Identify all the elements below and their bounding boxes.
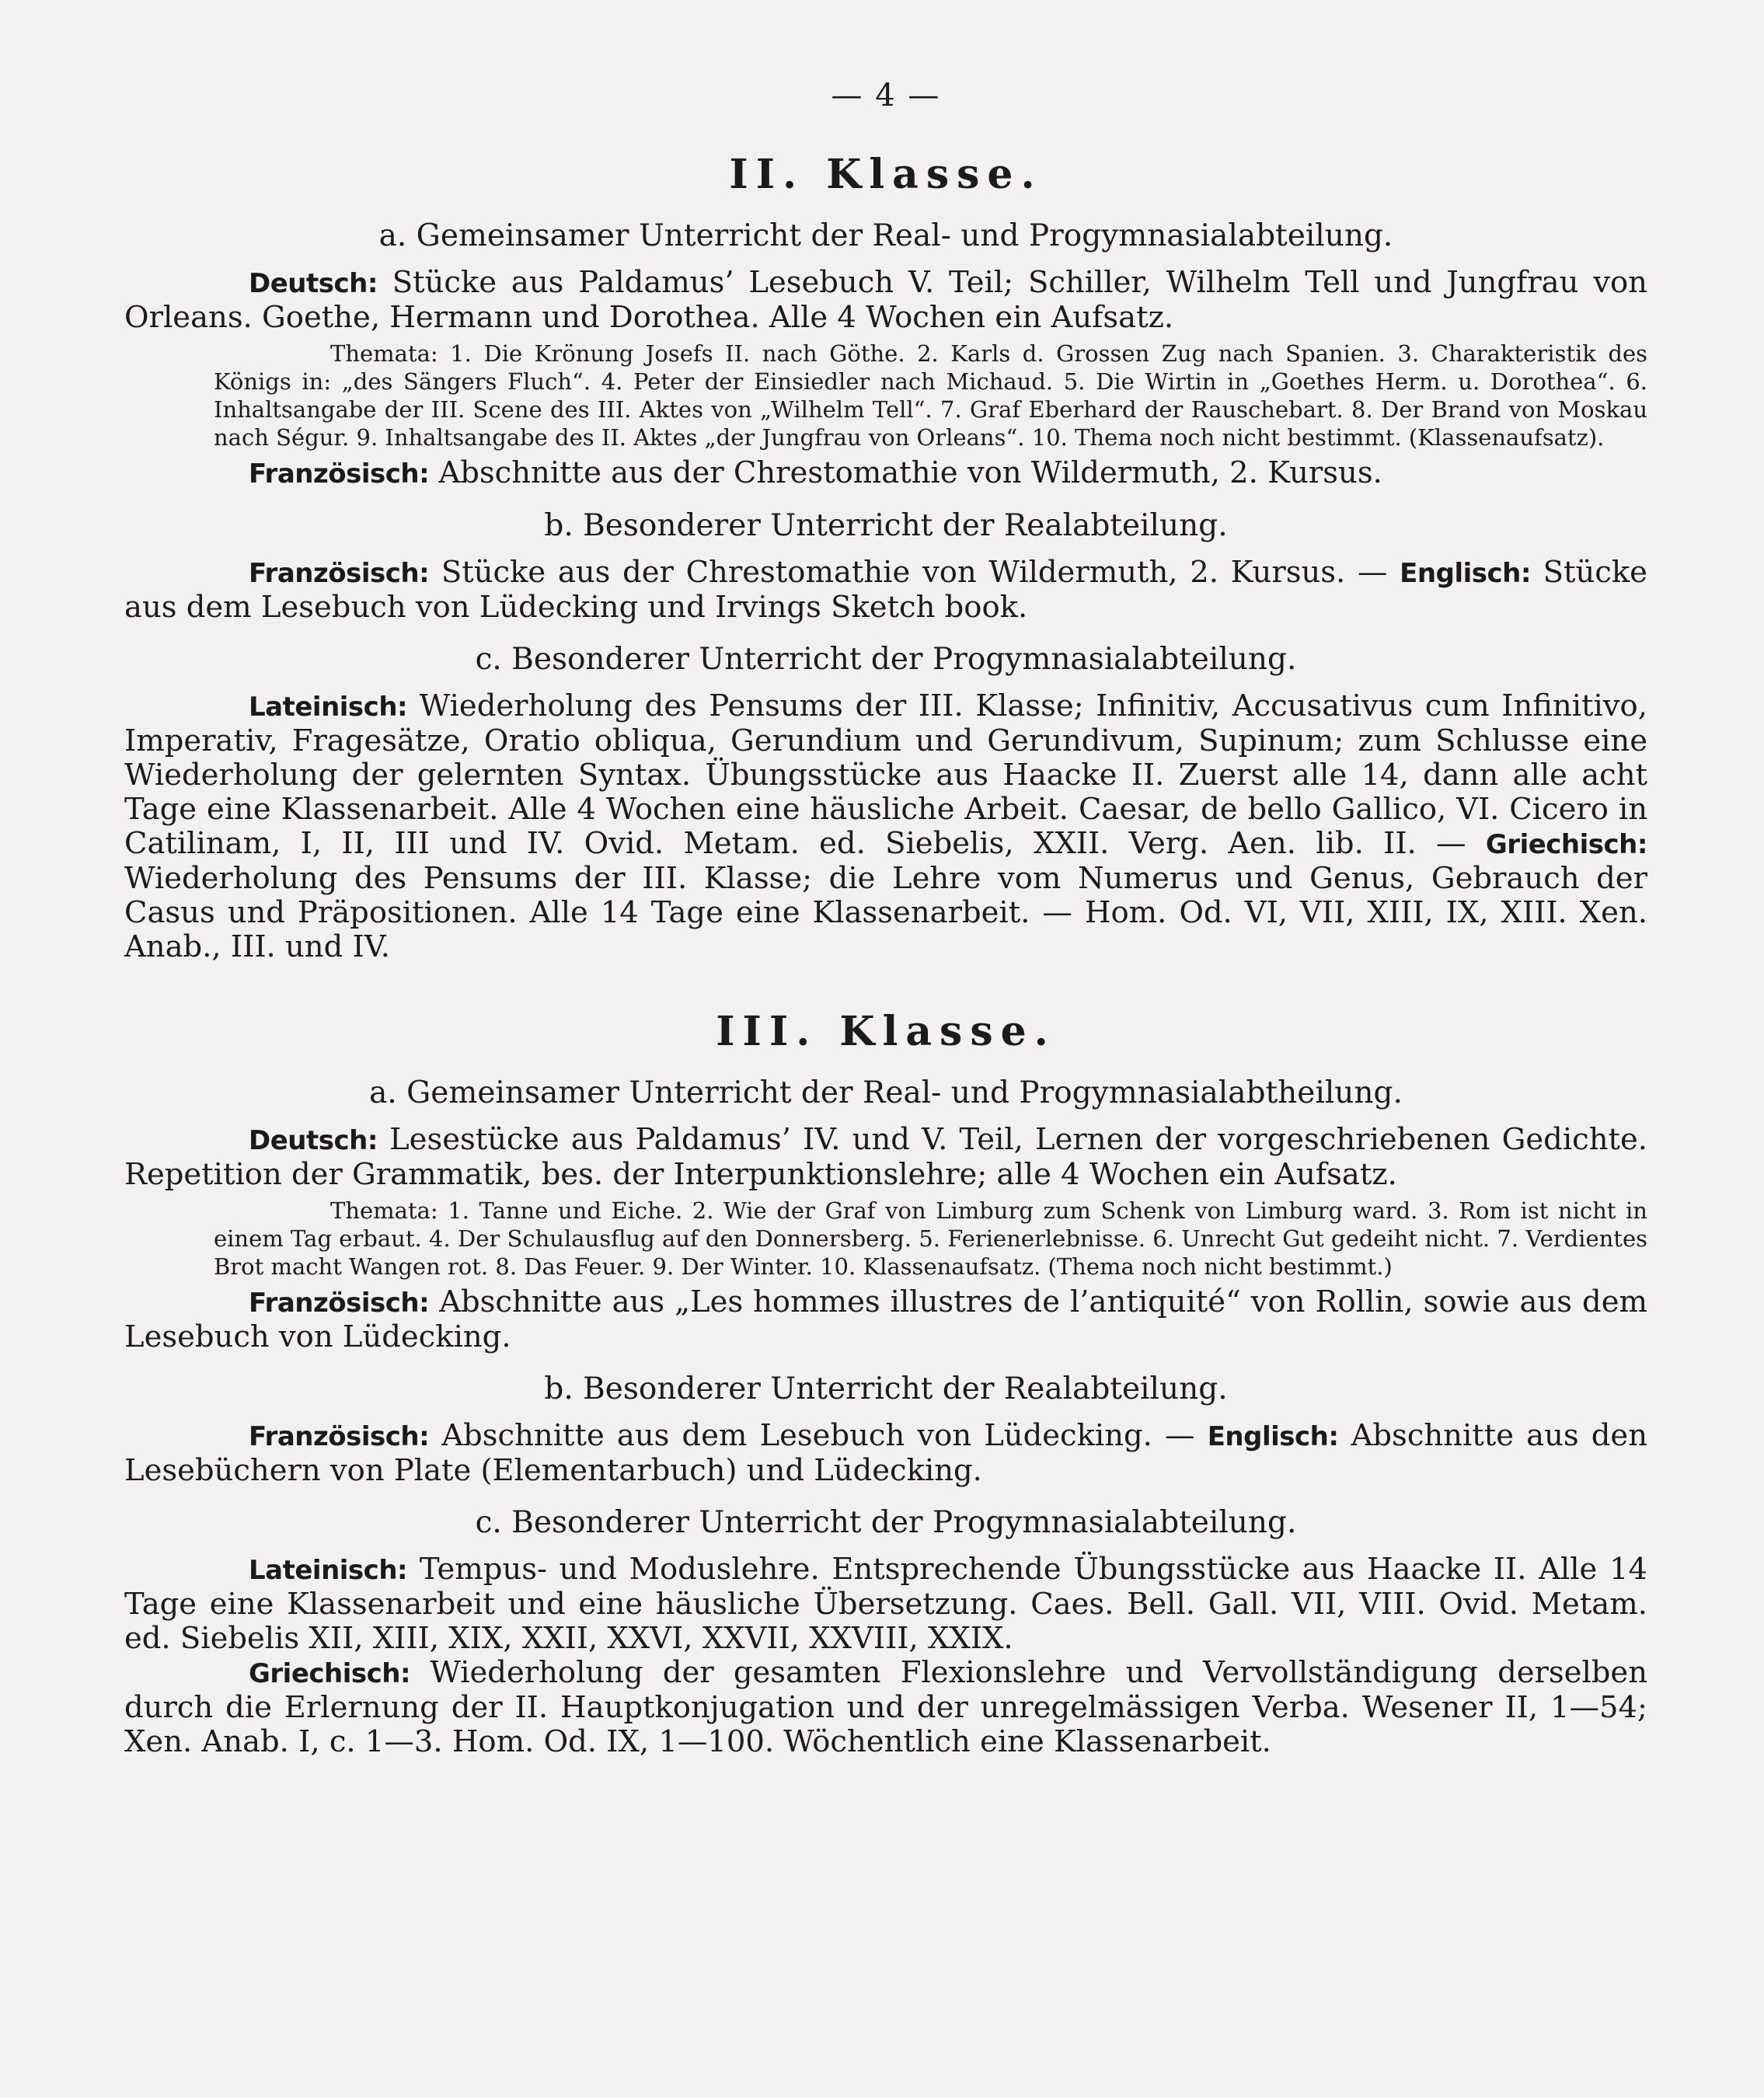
subsection-heading-c: c. Besonderer Unterricht der Progymnasialabteilung.: [475, 1505, 1297, 1540]
franzoesisch-text: Abschnitte aus dem Lesebuch von Lüdecking. —: [441, 1418, 1195, 1453]
griechisch-entry: [124, 1656, 1647, 1759]
themata-list: Themata: 1. Die Krönung Josefs II. nach Göthe. 2. Karls d. Grossen Zug nach Spanien. 3. Charakteristik des Königs in: „des Sängers Fluch“. 4. Peter der Einsiedler nach Michaud. 5. Die Wirtin in „Goethes Herm. u. Dorothea“. 6. Inhaltsangabe der III. Scene des III. Aktes von „Wilhelm Tell“. 7. Graf Eberhard der Rauschebart. 8. Der Brand von Moskau nach Ségur. 9. Inhaltsangabe des II. Aktes „der Jungfrau von Orleans“. 10. Thema noch nicht bestimmt. (Klassenaufsatz).: [214, 340, 1647, 451]
subject-label-lateinisch: Lateinisch:: [249, 692, 408, 723]
subsection-heading-b: b. Besonderer Unterricht der Realabteilung.: [544, 1371, 1228, 1406]
englisch-text: Stücke aus dem Lesebuch von Lüdecking und Irvings Sketch book.: [124, 555, 1647, 625]
lateinisch-text: Wiederholung des Pensums der III. Klasse; Infinitiv, Accusativus cum Infinitivo, Imperativ, Fragesätze, Oratio obliqua, Gerundium und Gerundivum, Supinum; zum Schlusse eine Wiederholung der gelernten Syntax. Übungsstücke aus Haacke II. Zuerst alle 14, dann alle acht Tage eine Klassenarbeit. Alle 4 Wochen eine häusliche Arbeit. Caesar, de bello Gallico, VI. Cicero in Catilinam, I, II, III und IV. Ovid. Metam. ed. Siebelis, XXII. Verg. Aen. lib. II. —: [124, 688, 1647, 861]
latein-griechisch-entry: [124, 689, 1647, 964]
deutsch-text: Lesestücke aus Paldamus’ IV. und V. Teil, Lernen der vorgeschriebenen Gedichte. Repetition der Grammatik, bes. der Interpunktionslehre; alle 4 Wochen ein Aufsatz.: [124, 1122, 1647, 1192]
subject-label-englisch: Englisch:: [1400, 558, 1531, 589]
subsection-heading-b: b. Besonderer Unterricht der Realabteilung.: [544, 508, 1228, 543]
subsection-heading-c: c. Besonderer Unterricht der Progymnasialabteilung.: [475, 642, 1297, 677]
subject-label-franzoesisch: Französisch:: [249, 1421, 430, 1452]
franzoesisch-entry: [124, 456, 1647, 491]
section-title: II. Klasse.: [729, 151, 1043, 198]
englisch-text: Abschnitte aus den Lesebüchern von Plate (Elementarbuch) und Lüdecking.: [124, 1418, 1647, 1488]
lateinisch-entry: [124, 1553, 1647, 1656]
subject-label-englisch: Englisch:: [1207, 1421, 1339, 1452]
franzoesisch-entry: [124, 1285, 1647, 1354]
subject-label-griechisch: Griechisch:: [249, 1658, 411, 1689]
franzoesisch-englisch-entry: [124, 1419, 1647, 1488]
deutsch-entry: [124, 1123, 1647, 1192]
subject-label-lateinisch: Lateinisch:: [249, 1555, 408, 1586]
themata-list: Themata: 1. Tanne und Eiche. 2. Wie der Graf von Limburg zum Schenk von Limburg ward. 3. Rom ist nicht in einem Tag erbaut. 4. Der Schulausflug auf den Donnersberg. 5. Ferienerlebnisse. 6. Unrecht Gut gedeiht nicht. 7. Verdientes Brot macht Wangen rot. 8. Das Feuer. 9. Der Winter. 10. Klassenaufsatz. (Thema noch nicht bestimmt.): [214, 1197, 1647, 1280]
subject-label-franzoesisch: Französisch:: [249, 558, 430, 589]
subject-label-franzoesisch: Französisch:: [249, 1288, 430, 1319]
section-klasse-3: [124, 1008, 1647, 1759]
deutsch-text: Stücke aus Paldamus’ Lesebuch V. Teil; Schiller, Wilhelm Tell und Jungfrau von Orleans. Goethe, Hermann und Dorothea. Alle 4 Wochen ein Aufsatz.: [124, 265, 1647, 335]
griechisch-text: Wiederholung des Pensums der III. Klasse; die Lehre vom Numerus und Genus, Gebrauch der Casus und Präpositionen. Alle 14 Tage eine Klassenarbeit. — Hom. Od. VI, VII, XIII, IX, XIII. Xen. Anab., III. und IV.: [124, 861, 1647, 964]
subject-label-franzoesisch: Französisch:: [249, 458, 430, 490]
franzoesisch-englisch-entry: [124, 556, 1647, 625]
franzoesisch-text: Abschnitte aus „Les hommes illustres de l’antiquité“ von Rollin, sowie aus dem Lesebuch von Lüdecking.: [124, 1284, 1647, 1354]
subsection-heading-a: a. Gemeinsamer Unterricht der Real- und Progymnasialabtheilung.: [369, 1075, 1403, 1110]
subject-label-griechisch: Griechisch:: [1485, 829, 1647, 860]
section-title: III. Klasse.: [716, 1008, 1056, 1055]
page-number: — 4 —: [831, 78, 941, 113]
subject-label-deutsch: Deutsch:: [249, 268, 378, 299]
subsection-heading-a: a. Gemeinsamer Unterricht der Real- und Progymnasialabteilung.: [378, 218, 1393, 253]
deutsch-entry: [124, 266, 1647, 335]
section-klasse-2: [124, 151, 1647, 964]
franzoesisch-text: Stücke aus der Chrestomathie von Wildermuth, 2. Kursus. —: [441, 555, 1388, 590]
franzoesisch-text: Abschnitte aus der Chrestomathie von Wildermuth, 2. Kursus.: [438, 455, 1382, 490]
lateinisch-text: Tempus- und Moduslehre. Entsprechende Übungsstücke aus Haacke II. Alle 14 Tage eine Klassenarbeit und eine häusliche Übersetzung. Caes. Bell. Gall. VII, VIII. Ovid. Metam. ed. Siebelis XII, XIII, XIX, XXII, XXVI, XXVII, XXVIII, XXIX.: [124, 1552, 1647, 1656]
griechisch-text: Wiederholung der gesamten Flexionslehre und Vervollständigung derselben durch die Erlernung der II. Hauptkonjugation und der unregelmässigen Verba. Wesener II, 1—54; Xen. Anab. I, c. 1—3. Hom. Od. IX, 1—100. Wöchentlich eine Klassenarbeit.: [124, 1655, 1647, 1759]
subject-label-deutsch: Deutsch:: [249, 1125, 378, 1156]
